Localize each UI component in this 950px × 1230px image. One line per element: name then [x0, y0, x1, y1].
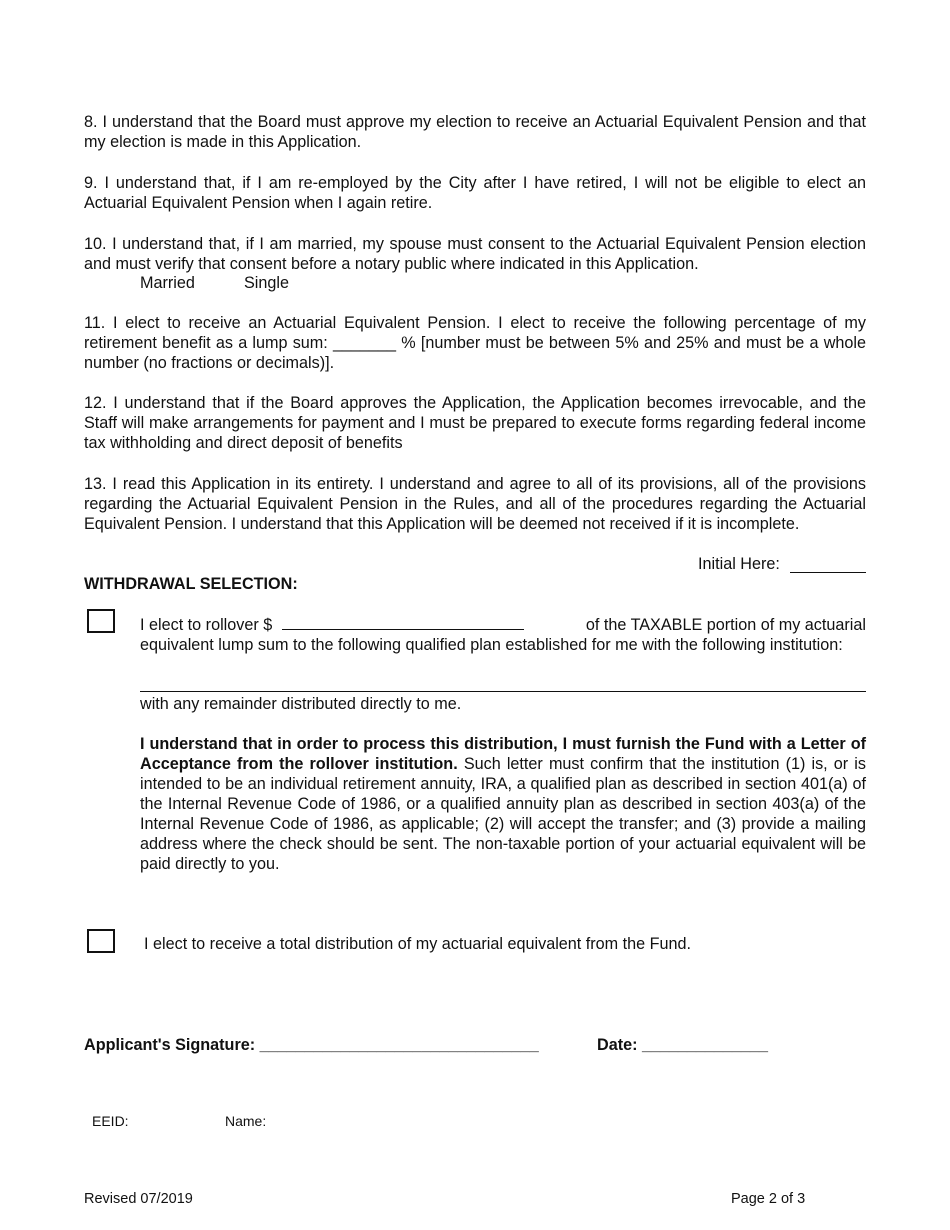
remainder-text: with any remainder distributed directly to me. [140, 695, 462, 713]
rollover-amount-field[interactable] [282, 615, 524, 630]
signature-field[interactable]: _______________________________ [259, 1036, 539, 1054]
married-option[interactable]: Married [140, 274, 195, 292]
single-option[interactable]: Single [244, 274, 289, 292]
rollover-notice [140, 734, 866, 874]
signature-row [84, 1035, 539, 1055]
eeid-label: EEID: [92, 1113, 129, 1129]
signature-label: Applicant's Signature: [84, 1036, 256, 1054]
rollover-checkbox[interactable] [87, 609, 115, 633]
total-distribution-checkbox[interactable] [87, 929, 115, 953]
withdrawal-heading: WITHDRAWAL SELECTION: [84, 575, 298, 593]
item-11 [84, 313, 866, 373]
total-distribution-text: I elect to receive a total distribution of my actuarial equivalent from the Fund. [144, 935, 692, 953]
page-number: Page 2 of 3 [731, 1191, 806, 1207]
date-row [597, 1035, 768, 1055]
initial-label: Initial Here: [698, 555, 780, 573]
initial-field[interactable] [790, 558, 866, 573]
rollover-line-2: equivalent lump sum to the following qualified plan established for me with the following institution: [140, 636, 843, 654]
item-12: 12. I understand that if the Board approves the Application, the Application becomes irrevocable, and the Staff will make arrangements for payment and I must be prepared to execute forms regarding federal income tax withholding and direct deposit of benefits [84, 394, 866, 452]
rollover-line-1 [140, 615, 866, 635]
item-10: 10. I understand that, if I am married, my spouse must consent to the Actuarial Equivalent Pension election and must verify that consent before a notary public where indicated in this Application. [84, 235, 866, 273]
rollover-notice-text: Such letter must confirm that the institution (1) is, or is intended to be an individual retirement annuity, IRA, a qualified plan as described in section 401(a) of the Internal Revenue Code of 1986, or a qualified annuity plan as described in section 403(a) of the Internal Revenue Code of 1986, as applicable; (2) will accept the transfer; and (3) provide a mailing address where the check should be sent. The non-taxable portion of your actuarial equivalent will be paid directly to you. [140, 755, 866, 873]
item-11-text: 11. I elect to receive an Actuarial Equivalent Pension. I elect to receive the following percentage of my retirement benefit as a lump sum: [84, 314, 866, 352]
date-label: Date: [597, 1036, 638, 1054]
item-11-text-after: % [number must be between 5% and 25% and must be a whole number (no fractions or decimals)]. [84, 334, 866, 372]
item-8: 8. I understand that the Board must approve my election to receive an Actuarial Equivalent Pension and that my election is made in this Application. [84, 113, 866, 151]
date-field[interactable]: ______________ [641, 1036, 769, 1054]
rollover-notice-bold: I understand that in order to process this distribution, I must furnish the Fund with a Letter of Acceptance from the rollover institution. [140, 735, 866, 773]
item-9: 9. I understand that, if I am re-employed by the City after I have retired, I will not be eligible to elect an Actuarial Equivalent Pension when I again retire. [84, 174, 866, 212]
institution-field[interactable] [140, 691, 866, 692]
item-13: 13. I read this Application in its entirety. I understand and agree to all of its provisions, all of the provisions regarding the Actuarial Equivalent Pension in the Rules, and all of the procedures regarding the Actuarial Equivalent Pension. I understand that this Application will be deemed not received if it is incomplete. [84, 475, 866, 533]
rollover-suffix: of the TAXABLE portion of my actuarial [585, 616, 866, 634]
name-label: Name: [225, 1113, 267, 1129]
revised-date: Revised 07/2019 [84, 1191, 193, 1207]
rollover-prefix: I elect to rollover $ [140, 616, 273, 634]
lump-sum-percent-field[interactable]: _______ [333, 334, 397, 352]
